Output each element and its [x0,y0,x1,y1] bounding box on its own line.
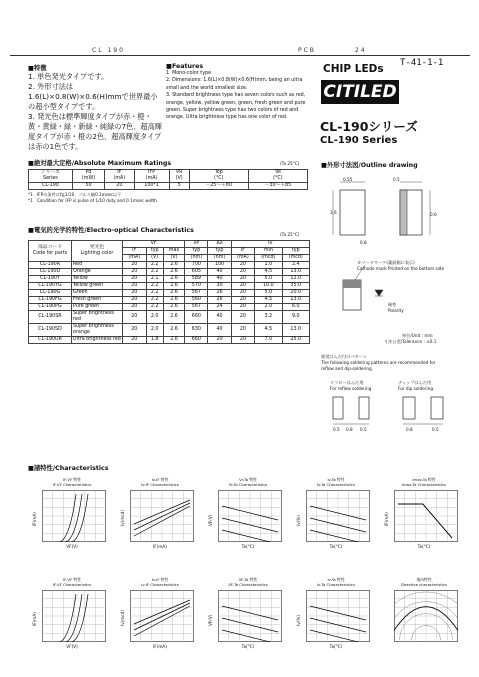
reflow-pad-left [333,397,343,419]
table-cell: CL-190G [29,290,72,297]
features-jp-item: 2. 外形寸法は1.6(L)×0.8(W)×0.6(H)mmで世界最小の超小型タイプです。 [28,82,158,111]
dip-pad-right [431,397,443,419]
chart-plot [130,490,194,542]
table-cell: 2.6 [163,297,185,304]
table-cell: 2.6 [163,311,185,324]
table-header-cell: (mA) [123,255,147,262]
table-cell: Red [72,262,123,269]
table-cell: 20 [123,297,147,304]
characteristic-chart [32,478,112,554]
chart-y-label: Iv(mcd) [120,509,125,526]
chart-title-jp: Iv-Ta 特性 [327,577,345,582]
table-header-cell: typ [282,248,309,255]
table-cell: 2.2 [146,283,163,290]
table-header-cell: (V) [146,255,163,262]
table-cell: 20 [123,276,147,283]
features-jp-title: ■特徴 [28,65,47,72]
chart-title-jp: Iv-IF 特性 [151,477,169,482]
cathode-mark-en: Cathode mark Printed on the bottom side [357,266,445,271]
table-cell: 2.6 [163,276,185,283]
table-cell: 567 [185,304,208,311]
table-cell: 20 [123,304,147,311]
polarity-en: Polarity [388,308,404,313]
chart-title-jp: Iv-IF 特性 [151,577,169,582]
chart-y-label: IF(mA) [32,512,37,526]
reflow-label-jp: リフローはんだ用 [330,380,364,385]
table-cell: CL-190R [29,262,72,269]
table-cell: 1.8 [146,337,163,344]
table-row [29,170,308,183]
chart-x-label: Ta(°C) [241,644,255,649]
tolerance-label: 寸法公差/Tolerance : ±0.1 [384,339,437,344]
chart-title-en: VF-Ta Characteristics [228,582,268,587]
characteristic-chart [120,478,200,554]
features-jp-item: 1. 単色発光タイプです。 [28,72,109,81]
series-title-en: CL-190 Series [320,135,398,146]
features-en-title: ■Features [166,63,204,70]
characteristic-chart [384,478,464,554]
table-cell: 630 [185,324,208,337]
table-cell: 5.0 [255,276,282,283]
chart-plot [218,590,282,642]
chart-title-en: IF-VF Characteristics [52,582,92,587]
table-cell: CL-190YG [29,283,72,290]
table-cell: 20 [231,324,255,337]
chart-plot [218,490,282,542]
table-cell: CL-190Y [29,276,72,283]
solder-dim: 0.5 [360,427,367,432]
table-row [29,262,310,269]
table-cell: 2.2 [146,297,163,304]
table-cell: 3.2 [255,311,282,324]
table-header-cell: Tst (°C) [248,170,307,183]
table-header-cell: typ [185,248,208,255]
dim-label: 0.8 [360,240,367,245]
chart-plot [306,490,370,542]
chart-curve [72,594,88,642]
table-cell: 26 [208,290,231,297]
table-row [29,311,310,324]
table-header-cell: Pd (mW) [72,170,104,183]
table-cell: －30～＋85 [248,183,307,190]
table-header-cell: Iv [231,241,309,248]
features-en [166,63,306,122]
characteristic-chart [296,578,376,654]
chart-curve [398,504,452,538]
chart-title-en: Vr-Ta Characteristics [228,482,268,487]
table-cell: 10.0 [255,283,282,290]
table-cell: －25～＋80 [189,183,248,190]
table-cell: 20 [105,183,134,190]
chart-title-en: Imax-Ta Characteristics [401,482,447,487]
table-cell: 30 [208,283,231,290]
reflow-pad-right [359,397,369,419]
table-cell: 20 [123,283,147,290]
chart-y-label: VF(V) [208,514,213,526]
polarity-jp: 極性 [388,302,397,307]
chart-plot [306,590,370,642]
chart-y-label: Iv(%) [296,515,301,526]
chart-title-en: Iv-Ta Characteristics [317,582,355,587]
chart-title-jp: IF-VF 特性 [62,477,82,482]
table-header-cell: IF [123,248,147,255]
table-row [29,324,310,337]
unit-label: 単位/Unit : mm [402,333,433,338]
characteristic-chart [208,478,288,554]
eo-condition: (Ta 25°C) [280,232,300,237]
table-header-cell: (nm) [185,255,208,262]
table-header-cell: typ [146,248,163,255]
dip-pad-left [403,397,415,419]
cathode-mark-jp: カソードマーク(裏面側に表示) [357,260,415,265]
chart-plot [394,490,458,542]
table-cell: 589 [185,276,208,283]
abs-max-table [28,169,308,190]
table-cell: 2.6 [163,269,185,276]
table-cell: CL-190UR [29,337,72,344]
abs-max-title: ■絶対最大定格/Absolute Maximum Ratings [28,160,172,167]
chart-curve [60,494,76,542]
table-cell: 9.0 [282,311,309,324]
table-cell: CL-190PG [29,304,72,311]
table-cell: 20 [231,283,255,290]
dim-label: 0.6 [430,212,437,217]
chart-x-label: Ta(°C) [241,544,255,549]
table-cell: 570 [185,283,208,290]
table-cell: 40 [208,324,231,337]
header-part-code: CL 190 [92,47,125,54]
features-en-item: 3. Standard brightness type has seven colors such as red, orange, yellow, yellow green, green, fresh green and pure green. Super brightness type has two colors of red and orange. Ultra brightness type has one color of red. [166,93,306,121]
table-cell: 4.5 [255,269,282,276]
table-cell: Orange [72,269,123,276]
chart-x-label: Ta(°C) [329,544,343,549]
table-cell: 20 [231,304,255,311]
dip-label-en: For dip soldering [398,386,434,391]
chip-leds-label: CHIP LEDs [323,63,384,75]
table-row [29,297,310,304]
chart-y-label: Iv(mcd) [120,609,125,626]
table-cell: 20.0 [282,290,309,297]
characteristic-chart [208,578,288,654]
table-cell: 2.6 [163,262,185,269]
table-cell: Green [72,290,123,297]
table-cell: 20 [123,324,147,337]
outline-cathode-band [400,190,407,235]
table-cell: 20 [231,337,255,344]
table-cell: 1.0 [255,262,282,269]
dim-label: 1.6 [330,210,337,215]
table-cell: 20 [123,290,147,297]
table-header-cell: (mcd) [282,255,309,262]
table-cell: 660 [185,337,208,344]
table-cell: Ultra brightness red [73,337,121,342]
table-cell: 20 [231,311,255,324]
chart-x-label: IF(mA) [153,644,167,649]
solder-dim: 0.5 [333,427,340,432]
table-header-cell: IF (mA) [105,170,134,183]
chart-curve [398,504,452,538]
abs-max-note-jp: *1 IFPの条件はf≦1/10、パルス幅0.1msec以下 [28,192,122,197]
table-cell: 605 [185,269,208,276]
table-cell: 20 [231,290,255,297]
table-cell: 100*1 [134,183,169,190]
table-cell: 2.0 [146,324,163,337]
polarity-symbol-icon [375,290,383,296]
reflow-label-en: For reflow soldering [330,386,372,391]
table-row [29,269,310,276]
table-cell: 20 [231,262,255,269]
chart-plot [394,590,458,642]
table-cell: 24 [208,304,231,311]
chart-y-label: Iv(%) [296,615,301,626]
table-cell: 2.2 [146,290,163,297]
chart-title-jp: Imax-Ta 特性 [412,477,436,482]
table-header-cell: min [255,248,282,255]
features-en-item: 1. Mono-color type [166,71,212,76]
characteristic-chart [384,578,464,654]
table-header-cell: シリーズ Series [29,170,73,183]
table-cell: Yellow green [72,283,123,290]
solder-dim: 0.8 [346,427,353,432]
table-cell: 2.0 [255,304,282,311]
table-cell: Yellow [72,276,123,283]
table-cell: 560 [185,297,208,304]
table-header-cell: Top (°C) [189,170,248,183]
characteristic-chart [32,578,112,654]
chart-x-label: VF(V) [66,644,78,649]
header-rule [10,55,470,56]
table-header-cell: IF [231,248,255,255]
table-cell: 20 [123,262,147,269]
table-cell: 2.1 [146,276,163,283]
eo-title: ■電気的光学的特性/Electro-optical Characteristics [28,227,194,234]
solder-title-en1: The following soldering patterns are recommended for [321,360,436,365]
table-cell: 2.0 [146,311,163,324]
table-header-cell: IFP (mA) [134,170,169,183]
solder-title-en2: reflow and dip-soldering. [321,366,374,371]
chart-x-label: Ta(°C) [329,644,343,649]
chart-plot [42,490,106,542]
table-cell: 13.0 [282,324,309,337]
table-cell: 13.0 [282,269,309,276]
table-cell: 20 [123,337,147,344]
table-cell: 26 [208,297,231,304]
abs-max-condition: (Ta 25°C) [280,161,300,166]
table-cell: 2.2 [146,269,163,276]
chart-title-en: Iv-Ta Characteristics [317,482,355,487]
chart-title-en: Iv-IF Characteristics [141,482,179,487]
dip-label-jp: ディップはんだ用 [398,380,432,385]
table-cell: 50 [72,183,104,190]
solder-dim: 0.5 [432,427,439,432]
characteristic-chart [296,478,376,554]
table-cell: 4.5 [255,324,282,337]
table-cell: Super brightness red [72,311,123,324]
table-header-cell: 発光色 Lighting color [72,241,123,262]
table-header-cell: 部品コード Code for parts [29,241,72,262]
table-cell: 7.0 [255,337,282,344]
table-header-cell: VF [123,241,185,248]
chart-plot [130,590,194,642]
table-cell: 40 [208,311,231,324]
table-cell: 12.0 [282,276,309,283]
table-row [29,304,310,311]
table-cell: 40 [208,276,231,283]
table-cell: 20 [231,269,255,276]
table-row [29,276,310,283]
table-header-cell: (nm) [208,255,231,262]
table-cell: 5.0 [255,290,282,297]
chart-title-jp: VF-Ta 特性 [238,577,258,582]
table-cell: Super brightness orange [72,324,123,337]
chart-title-jp: 指向特性 [416,577,432,582]
chart-x-label: Ta(°C) [417,544,431,549]
chart-y-label: VF(V) [208,614,213,626]
chart-y-label: IF(mA) [384,512,389,526]
table-cell: 20 [123,269,147,276]
table-cell: 2.6 [163,304,185,311]
table-cell: Fresh green [72,297,123,304]
chart-title-jp: Vr-Ta 特性 [239,477,257,482]
characteristic-chart [120,578,200,654]
table-cell: 2.4 [282,262,309,269]
table-cell: CL-190SD [29,324,72,337]
outline-title: ■外形寸法図/Outline drawing [321,162,418,169]
table-row [29,337,310,344]
table-cell: CL-190D [29,269,72,276]
table-header-cell: max [163,248,185,255]
features-jp [28,63,163,152]
dim-label: 0.55 [343,177,353,182]
table-cell: 35.0 [282,283,309,290]
features-jp-item: 3. 発光色は標準輝度タイプが赤・橙・黄・黄緑・緑・新緑・純緑の7色、超高輝度タイプが赤・橙の2色、超高輝度タイプは赤の1色です。 [28,112,162,151]
table-cell: 100 [208,262,231,269]
dim-label: 0.5 [393,177,400,182]
table-cell: 25.0 [282,337,309,344]
solder-title-jp: 推奨はんだ付けパターン [321,354,367,359]
chart-curve [60,594,76,642]
table-header-cell: λP [185,241,208,248]
chart-title-en: Directive characteristics [400,582,448,587]
table-cell: 2.6 [163,290,185,297]
table-cell: 5 [169,183,189,190]
characteristics-title: ■諸特性/Characteristics [28,465,109,472]
table-cell: CL-190 [29,183,73,190]
table-cell: 2.2 [146,262,163,269]
table-cell: CL-190SR [29,311,72,324]
table-row [29,290,310,297]
table-cell: 20 [231,297,255,304]
table-cell: 20 [123,311,147,324]
table-header-cell: Δλ [208,241,231,248]
table-cell: 2.2 [146,304,163,311]
series-title-jp: CL-190シリーズ [320,119,418,134]
outline-top-view [340,190,365,235]
table-row [29,283,310,290]
chart-curve [398,504,452,538]
table-cell: 2.6 [163,324,185,337]
chart-x-label: VF(V) [66,544,78,549]
table-cell: 6.0 [282,304,309,311]
table-cell: CL-190FG [29,297,72,304]
chart-title-en: IF-VF Characteristics [52,482,92,487]
header-page-number: 24 [355,47,367,54]
table-cell: 20 [208,337,231,344]
solder-dim: 0.8 [406,427,413,432]
table-cell: 2.6 [163,337,185,344]
table-cell: 660 [185,311,208,324]
table-row [29,183,308,190]
table-cell: 13.0 [282,297,309,304]
chart-title-jp: IF-VF 特性 [62,577,82,582]
chart-y-label: IF(mA) [32,612,37,626]
table-header-cell: (mA) [231,255,255,262]
citiled-logo: CITILED [321,80,399,104]
eo-table [28,240,310,344]
table-header-cell: typ [208,248,231,255]
table-cell: 2.6 [163,283,185,290]
chart-x-label: IF(mA) [153,544,167,549]
corner-handwritten-code: T-41-1-1 [400,58,444,68]
table-header-cell: (mcd) [255,255,282,262]
abs-max-note-en: *1 Condition for IFP is pulse of 1/10 duty and 0.1msec width. [28,198,159,203]
chart-title-jp: Iv-Ta 特性 [327,477,345,482]
chart-title-en: Iv-IF Characteristics [141,582,179,587]
table-header-cell: VR (V) [169,170,189,183]
header-pcb: PCB [298,47,316,54]
chart-curve [72,494,88,542]
features-en-item: 2. Dimensions: 1.6(L)×0.8(W)×0.6(H)mm, being an ultra small and the world smallest size. [166,78,303,91]
table-cell: 20 [231,276,255,283]
table-header-cell: (V) [163,255,185,262]
table-row [29,241,310,248]
table-cell: Pure green [72,304,123,311]
table-cell: 4.5 [255,297,282,304]
chart-plot [42,590,106,642]
table-cell: 567 [185,290,208,297]
table-cell: 40 [208,269,231,276]
table-cell: 700 [185,262,208,269]
